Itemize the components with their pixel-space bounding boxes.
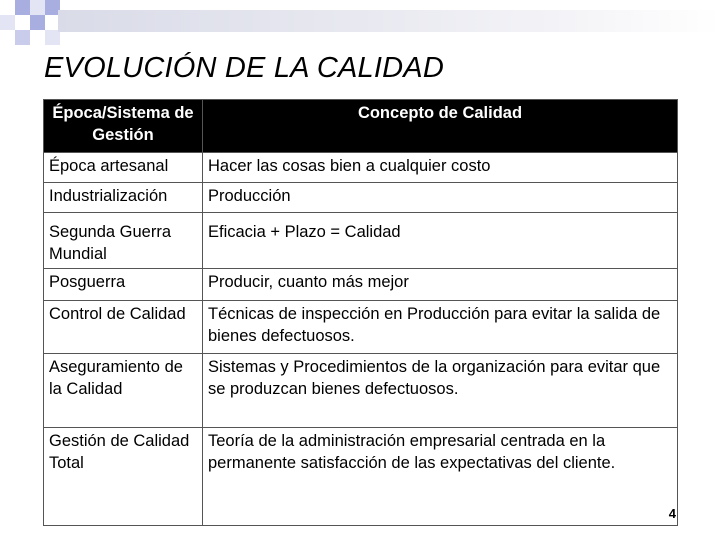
era-cell: Posguerra: [44, 269, 203, 301]
concept-cell: Eficacia + Plazo = Calidad: [203, 213, 678, 269]
page-title: EVOLUCIÓN DE LA CALIDAD: [44, 52, 444, 84]
table-row: [44, 354, 678, 428]
table-row: [44, 183, 678, 213]
concept-cell: Técnicas de inspección en Producción para evitar la salida de bienes defectuosos.: [203, 301, 678, 354]
concept-cell: Producción: [203, 183, 678, 213]
table-row: [44, 428, 678, 526]
era-cell: Aseguramiento de la Calidad: [44, 354, 203, 428]
table-row: [44, 153, 678, 183]
concept-cell: Sistemas y Procedimientos de la organización para evitar que se produzcan bienes defectuosos.: [203, 354, 678, 428]
concept-cell: Hacer las cosas bien a cualquier costo: [203, 153, 678, 183]
column-header-concept: Concepto de Calidad: [203, 100, 678, 153]
era-cell: Gestión de Calidad Total: [44, 428, 203, 526]
era-cell: Segunda Guerra Mundial: [44, 213, 203, 269]
table-row: [44, 269, 678, 301]
concept-cell: Producir, cuanto más mejor: [203, 269, 678, 301]
table-header-row: [44, 100, 678, 153]
column-header-era: Época/Sistema de Gestión: [44, 100, 203, 153]
concept-cell: Teoría de la administración empresarial centrada en la permanente satisfacción de las expectativas del cliente.: [203, 428, 678, 526]
header-gradient-bar: [58, 10, 720, 32]
era-cell: Época artesanal: [44, 153, 203, 183]
era-cell: Control de Calidad: [44, 301, 203, 354]
table-row: [44, 213, 678, 269]
page-number: 4: [668, 506, 676, 521]
quality-evolution-table: [43, 99, 678, 526]
decorative-squares: [0, 0, 60, 50]
table-row: [44, 301, 678, 354]
era-cell: Industrialización: [44, 183, 203, 213]
